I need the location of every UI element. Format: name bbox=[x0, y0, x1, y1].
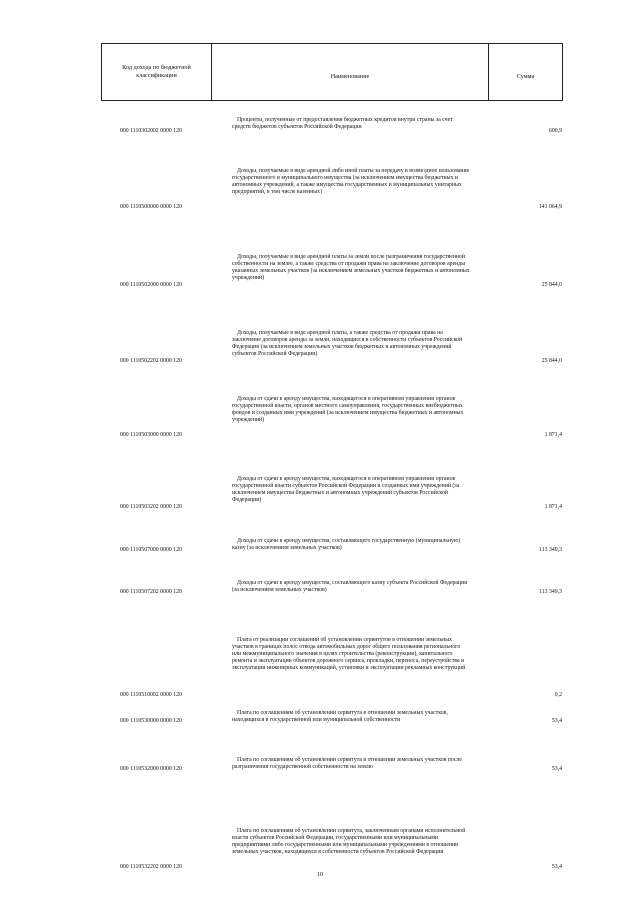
row-amount: 1 871,4 bbox=[544, 432, 562, 438]
row-amount: 600,9 bbox=[548, 128, 562, 134]
row-code: 000 1110500000 0000 120 bbox=[120, 204, 182, 210]
header-code-label: Код дохода по бюджетной классификации bbox=[122, 64, 191, 79]
page-number: 10 bbox=[316, 871, 324, 878]
row-description: Плата по соглашениям об установлении сервитута в отношении земельных участков после разграничения государственной собственности на землю bbox=[232, 757, 462, 771]
row-code: 000 1110532000 0000 120 bbox=[120, 766, 182, 772]
row-description: Доходы, получаемые в виде арендной либо иной платы за передачу в возмездное пользование государственного и муниципального имущества (за исключением имущества бюджетных и автономных учреждений, а также имущества государственных и муниципальных унитарных предприятий, в том числе казенных) bbox=[232, 168, 470, 196]
row-amount: 53,4 bbox=[551, 718, 562, 724]
row-description: Доходы от сдачи в аренду имущества, находящегося в оперативном управлении органов государственной власти, органов местного самоуправления, государственных внебюджетных фондов и созданных ими учреждений (за исключением имущества бюджетных и автономных учреждений) bbox=[232, 396, 464, 424]
row-amount: 113 349,3 bbox=[539, 589, 562, 595]
row-description: Доходы, получаемые в виде арендной платы за земли после разграничения государственной собственности на землю, а также средства от продажи права на заключение договоров аренды указанных земельных участков (за исключением земельных участков бюджетных и автономных учреждений) bbox=[232, 254, 470, 282]
row-code: 000 1110502202 0000 120 bbox=[120, 358, 182, 364]
row-amount: 141 064,9 bbox=[538, 204, 562, 210]
row-description: Доходы, получаемые в виде арендной платы, а также средства от продажи права на заключение договоров аренды за земли, находящиеся в собственности субъектов Российской Федерации (за исключением земельных участков бюджетных и автономных учреждений субъектов Российской Федерации) bbox=[232, 330, 463, 358]
row-code: 000 1110532202 0000 120 bbox=[120, 864, 182, 870]
header-code-column bbox=[102, 44, 212, 100]
row-code: 000 1110502000 0000 120 bbox=[120, 282, 182, 288]
row-description: Проценты, полученные от предоставления бюджетных кредитов внутри страны за счет средств бюджетов субъектов Российской Федерации bbox=[232, 117, 453, 131]
row-description: Плата по соглашениям об установлении сервитута в отношении земельных участков, находящихся в государственной или муниципальной собственности bbox=[232, 710, 448, 724]
row-amount: 25 844,0 bbox=[541, 358, 562, 364]
row-description: Доходы от сдачи в аренду имущества, составляющего казну субъекта Российской Федерации (за исключением земельных участков) bbox=[232, 580, 468, 594]
row-code: 000 1110510002 0000 120 bbox=[120, 692, 182, 698]
header-sum-column bbox=[489, 44, 562, 100]
row-description: Доходы от сдачи в аренду имущества, находящегося в оперативном управлении органов государственной власти субъектов Российской Федерации и созданных ими учреждений (за исключением имущества бюджетных и автономных учреждений субъектов Российской Федерации) bbox=[232, 476, 460, 504]
row-amount: 25 844,0 bbox=[541, 282, 562, 288]
row-code: 000 1110507000 0000 120 bbox=[120, 547, 182, 553]
row-code: 000 1110503202 0000 120 bbox=[120, 504, 182, 510]
table-header bbox=[101, 43, 563, 101]
row-description: Доходы от сдачи в аренду имущества, составляющего государственную (муниципальную) казну (за исключением земельных участков) bbox=[232, 538, 461, 552]
row-amount: 1 871,4 bbox=[544, 504, 562, 510]
header-sum-label: Сумма bbox=[516, 73, 535, 80]
row-amount: 53,4 bbox=[551, 864, 562, 870]
row-description: Плата от реализации соглашений об установлении сервитутов в отношении земельных участков в границах полос отвода автомобильных дорог общего пользования регионального или межмуниципального значения в целях строительства (реконструкции), капитального ремонта и эксплуатации объектов дорожного сервиса, прокладки, переноса, переустройства и эксплуатации инженерных коммуникаций, установки и эксплуатации рекламных конструкций bbox=[232, 637, 466, 672]
row-code: 000 1110507202 0000 120 bbox=[120, 589, 182, 595]
row-amount: 53,4 bbox=[551, 766, 562, 772]
row-code: 000 1110302002 0000 120 bbox=[120, 128, 182, 134]
header-name-label: Наименование bbox=[330, 73, 370, 80]
row-code: 000 1110530000 0000 120 bbox=[120, 718, 182, 724]
header-name-column bbox=[212, 44, 489, 100]
row-amount: 0,2 bbox=[554, 692, 562, 698]
row-code: 000 1110503000 0000 120 bbox=[120, 432, 182, 438]
row-description: Плата по соглашениям об установлении сервитута, заключенным органами исполнительной власти субъектов Российской Федерации, государственными или муниципальными предприятиями либо государственными или муниципальными учреждениями в отношении земельных участков, находящихся в собственности субъектов Российской Федерации bbox=[232, 828, 466, 856]
row-amount: 113 349,3 bbox=[539, 547, 562, 553]
